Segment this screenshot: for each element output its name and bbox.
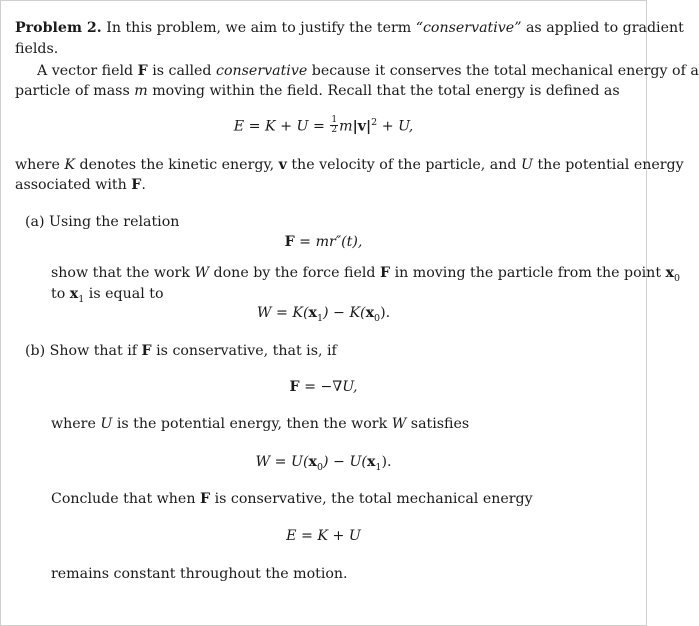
def-text-b: is called [147,63,217,79]
pb-eq2-c: ). [381,454,392,470]
pb-s1-c: satisfies [406,416,470,432]
part-b-line-3 [51,565,348,583]
pa-s1-b: done by the force field [209,265,380,281]
pa-eq2-a: W = K( [256,305,309,321]
part-a-line-2 [51,285,163,303]
part-b-equation-3 [0,527,647,545]
frac-den: 2 [331,125,338,135]
pb-s2-F: F [199,491,211,507]
where-d: the potential energy [532,157,684,173]
where-F: F [131,177,142,193]
where-line-1 [15,156,684,174]
energy-squared: 2 [371,116,378,128]
part-a-line-1 [51,264,680,282]
where-c: the velocity of the particle, and [286,157,521,173]
where-line-2 [15,176,146,194]
pb-s1-W: W [391,416,407,432]
energy-equation [0,117,647,136]
definition-line-2 [15,82,620,100]
pa-eq1-rest: = mr″(t), [294,234,363,250]
one-half-fraction [330,116,338,135]
pb-s1-a: where [51,416,101,432]
def-text-c: because it conserves the total mechanical energy of a [307,63,699,79]
pa-eq2-x1-sub: 1 [316,312,323,324]
pb-s3: remains constant throughout the motion. [51,566,348,582]
part-b-equation-2 [0,453,647,471]
pa-s2-a: to [51,286,70,302]
where-v: v [278,157,287,173]
pb-s1-U: U [100,416,113,432]
pa-s2-x1-sub: 1 [78,293,85,305]
definition-line-1 [37,62,699,80]
part-b-line-2 [51,490,533,508]
where-e: associated with [15,177,132,193]
intro-line-2 [15,40,58,58]
pb-eq2-x0-sub: 0 [316,461,323,473]
pa-eq2-x1: x [308,305,317,321]
pb-text-a: Show that if [49,343,142,359]
part-a-equation-2 [0,304,647,322]
pb-s2-a: Conclude that when [51,491,200,507]
pb-eq2-a: W = U( [255,454,309,470]
intro-line-1 [15,19,684,37]
pb-eq3: E = K + U [286,528,361,544]
pb-eq2-x1-sub: 1 [375,461,382,473]
part-b-heading [25,342,337,360]
energy-m: m [339,118,353,135]
frac-num: 1 [331,115,338,125]
part-b-equation-1 [0,378,647,396]
pa-s1-F: F [380,265,391,281]
term-conservative: “conservative” [415,20,522,36]
pb-s2-b: is conservative, the total mechanical energy [210,491,533,507]
pb-text-F: F [141,343,152,359]
problem-label: Problem 2. [15,20,102,36]
pa-s1-a: show that the work [51,265,195,281]
italic-conservative: conservative [216,63,308,79]
pb-eq1-rest: = −∇U, [299,379,358,395]
where-U: U [521,157,533,173]
pa-s2-x1: x [69,286,79,302]
def-text-d: particle of mass [15,83,135,99]
where-K: K [64,157,75,173]
def-text-e: moving within the field. Recall that the total energy is defined as [147,83,620,99]
part-b-label: (b) [25,343,46,359]
where-a: where [15,157,65,173]
pa-s2-b: is equal to [84,286,164,302]
part-a-equation-1 [0,233,647,251]
pb-s1-b: is the potential energy, then the work [112,416,392,432]
part-a-label: (a) [25,214,45,230]
pb-text-b: is conservative, that is, if [151,343,337,359]
pb-eq2-x1: x [366,454,376,470]
energy-rest: + U, [377,118,414,135]
intro-text-2: fields. [15,41,59,57]
where-f: . [141,177,146,193]
mass-m: m [134,83,148,99]
intro-text: In this problem, we aim to justify the term [106,20,416,36]
pb-eq1-F: F [289,379,300,395]
pa-eq2-x0-sub: 0 [374,312,381,324]
pa-eq2-x0: x [365,305,375,321]
pa-s1-W: W [194,265,210,281]
pa-eq2-b: ) − K( [323,305,366,321]
pa-eq1-F: F [284,234,295,250]
part-a-text: Using the relation [49,214,180,230]
intro-text-end: as applied to gradient [521,20,684,36]
part-a-heading [25,213,179,231]
def-text-a: A vector field [37,63,138,79]
energy-lhs: E = K + U = [233,118,330,135]
pa-s1-x0: x [665,265,675,281]
where-b: denotes the kinetic energy, [74,157,279,173]
bold-F: F [137,63,148,79]
part-b-line-1 [51,415,469,433]
pa-s1-x0-sub: 0 [674,272,681,284]
energy-abs-v: |v| [352,118,372,135]
pa-eq2-c: ). [380,305,391,321]
pb-eq2-b: ) − U( [323,454,367,470]
pb-eq2-x0: x [308,454,317,470]
pa-s1-c: in moving the particle from the point [390,265,666,281]
